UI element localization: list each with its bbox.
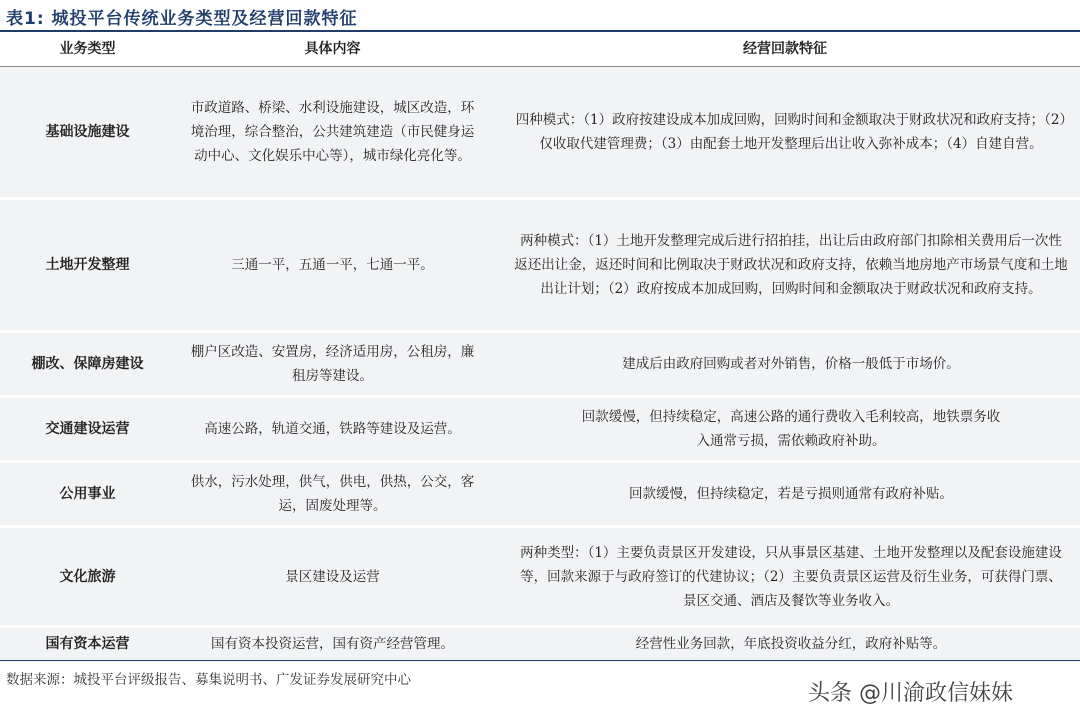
row-content: 市政道路、桥梁、水利设施建设，城区改造，环境治理，综合整治，公共建筑建造（市民健身运动中心、文化娱乐中心等），城市绿化亮化等。 — [190, 100, 475, 164]
bottom-rule — [0, 660, 1080, 661]
header-content: 具体内容 — [304, 41, 361, 57]
row-type: 交通建设运营 — [45, 421, 130, 437]
table-title: 表1: 城投平台传统业务类型及经营回款特征 — [6, 9, 358, 29]
row-feature: 四种模式：（1）政府按建设成本加成回购，回购时间和金额取决于财政状况和政府支持；（2）仅收取代建管理费；（3）由配套土地开发整理后出让收入弥补成本；（4）自建自营。 — [515, 112, 1067, 152]
row-content: 供水，污水处理，供气，供电，供热，公交，客运，固废处理等。 — [190, 474, 475, 514]
row-type: 国有资本运营 — [45, 636, 130, 652]
table-row — [0, 333, 1080, 395]
row-feature: 两种模式：（1）土地开发整理完成后进行招拍挂，出让后由政府部门扣除相关费用后一次性返还出让金，返还时间和比例取决于财政状况和政府支持，依赖当地房地产市场景气度和土地出让计划；（2）政府按成本加成回购，回购时间和金额取决于财政状况和政府支持。 — [514, 233, 1068, 297]
row-type: 文化旅游 — [59, 568, 116, 585]
row-type: 土地开发整理 — [45, 257, 130, 273]
row-feature: 回款缓慢，但持续稳定，若是亏损则通常有政府补贴。 — [629, 486, 953, 502]
table-row — [0, 200, 1080, 330]
row-type: 公用事业 — [59, 486, 116, 502]
table-row — [0, 67, 1080, 197]
watermark: 头条 @川渝政信妹妹 — [808, 681, 1013, 706]
table-row — [0, 463, 1080, 525]
row-type: 基础设施建设 — [45, 124, 130, 140]
row-type: 棚改、保障房建设 — [31, 356, 144, 372]
row-feature: 两种类型：（1）主要负责景区开发建设，只从事景区基建、土地开发整理以及配套设施建设等，回款来源于与政府签订的代建协议；（2）主要负责景区运营及衍生业务，可获得门票、景区交通、酒店及餐饮等业务收入。 — [520, 544, 1062, 609]
table-header — [0, 32, 1080, 67]
table-row — [0, 628, 1080, 660]
row-content: 三通一平，五通一平，七通一平。 — [231, 257, 434, 273]
header-feature: 经营回款特征 — [743, 41, 827, 57]
row-content: 棚户区改造、安置房，经济适用房，公租房，廉租房等建设。 — [190, 344, 475, 384]
row-content: 高速公路，轨道交通，铁路等建设及运营。 — [204, 421, 461, 437]
row-content: 国有资本投资运营，国有资产经营管理。 — [211, 636, 454, 652]
table-row — [0, 398, 1080, 460]
table-row — [0, 528, 1080, 625]
row-feature: 回款缓慢，但持续稳定，高速公路的通行费收入毛利较高，地铁票务收入通常亏损，需依赖政府补助。 — [581, 409, 1001, 449]
row-content: 景区建设及运营 — [285, 568, 380, 585]
data-source: 数据来源：城投平台评级报告、募集说明书、广发证券发展研究中心 — [6, 672, 411, 688]
header-business-type: 业务类型 — [59, 41, 116, 57]
row-feature: 建成后由政府回购或者对外销售，价格一般低于市场价。 — [622, 356, 960, 372]
row-feature: 经营性业务回款，年底投资收益分红，政府补贴等。 — [635, 636, 947, 652]
